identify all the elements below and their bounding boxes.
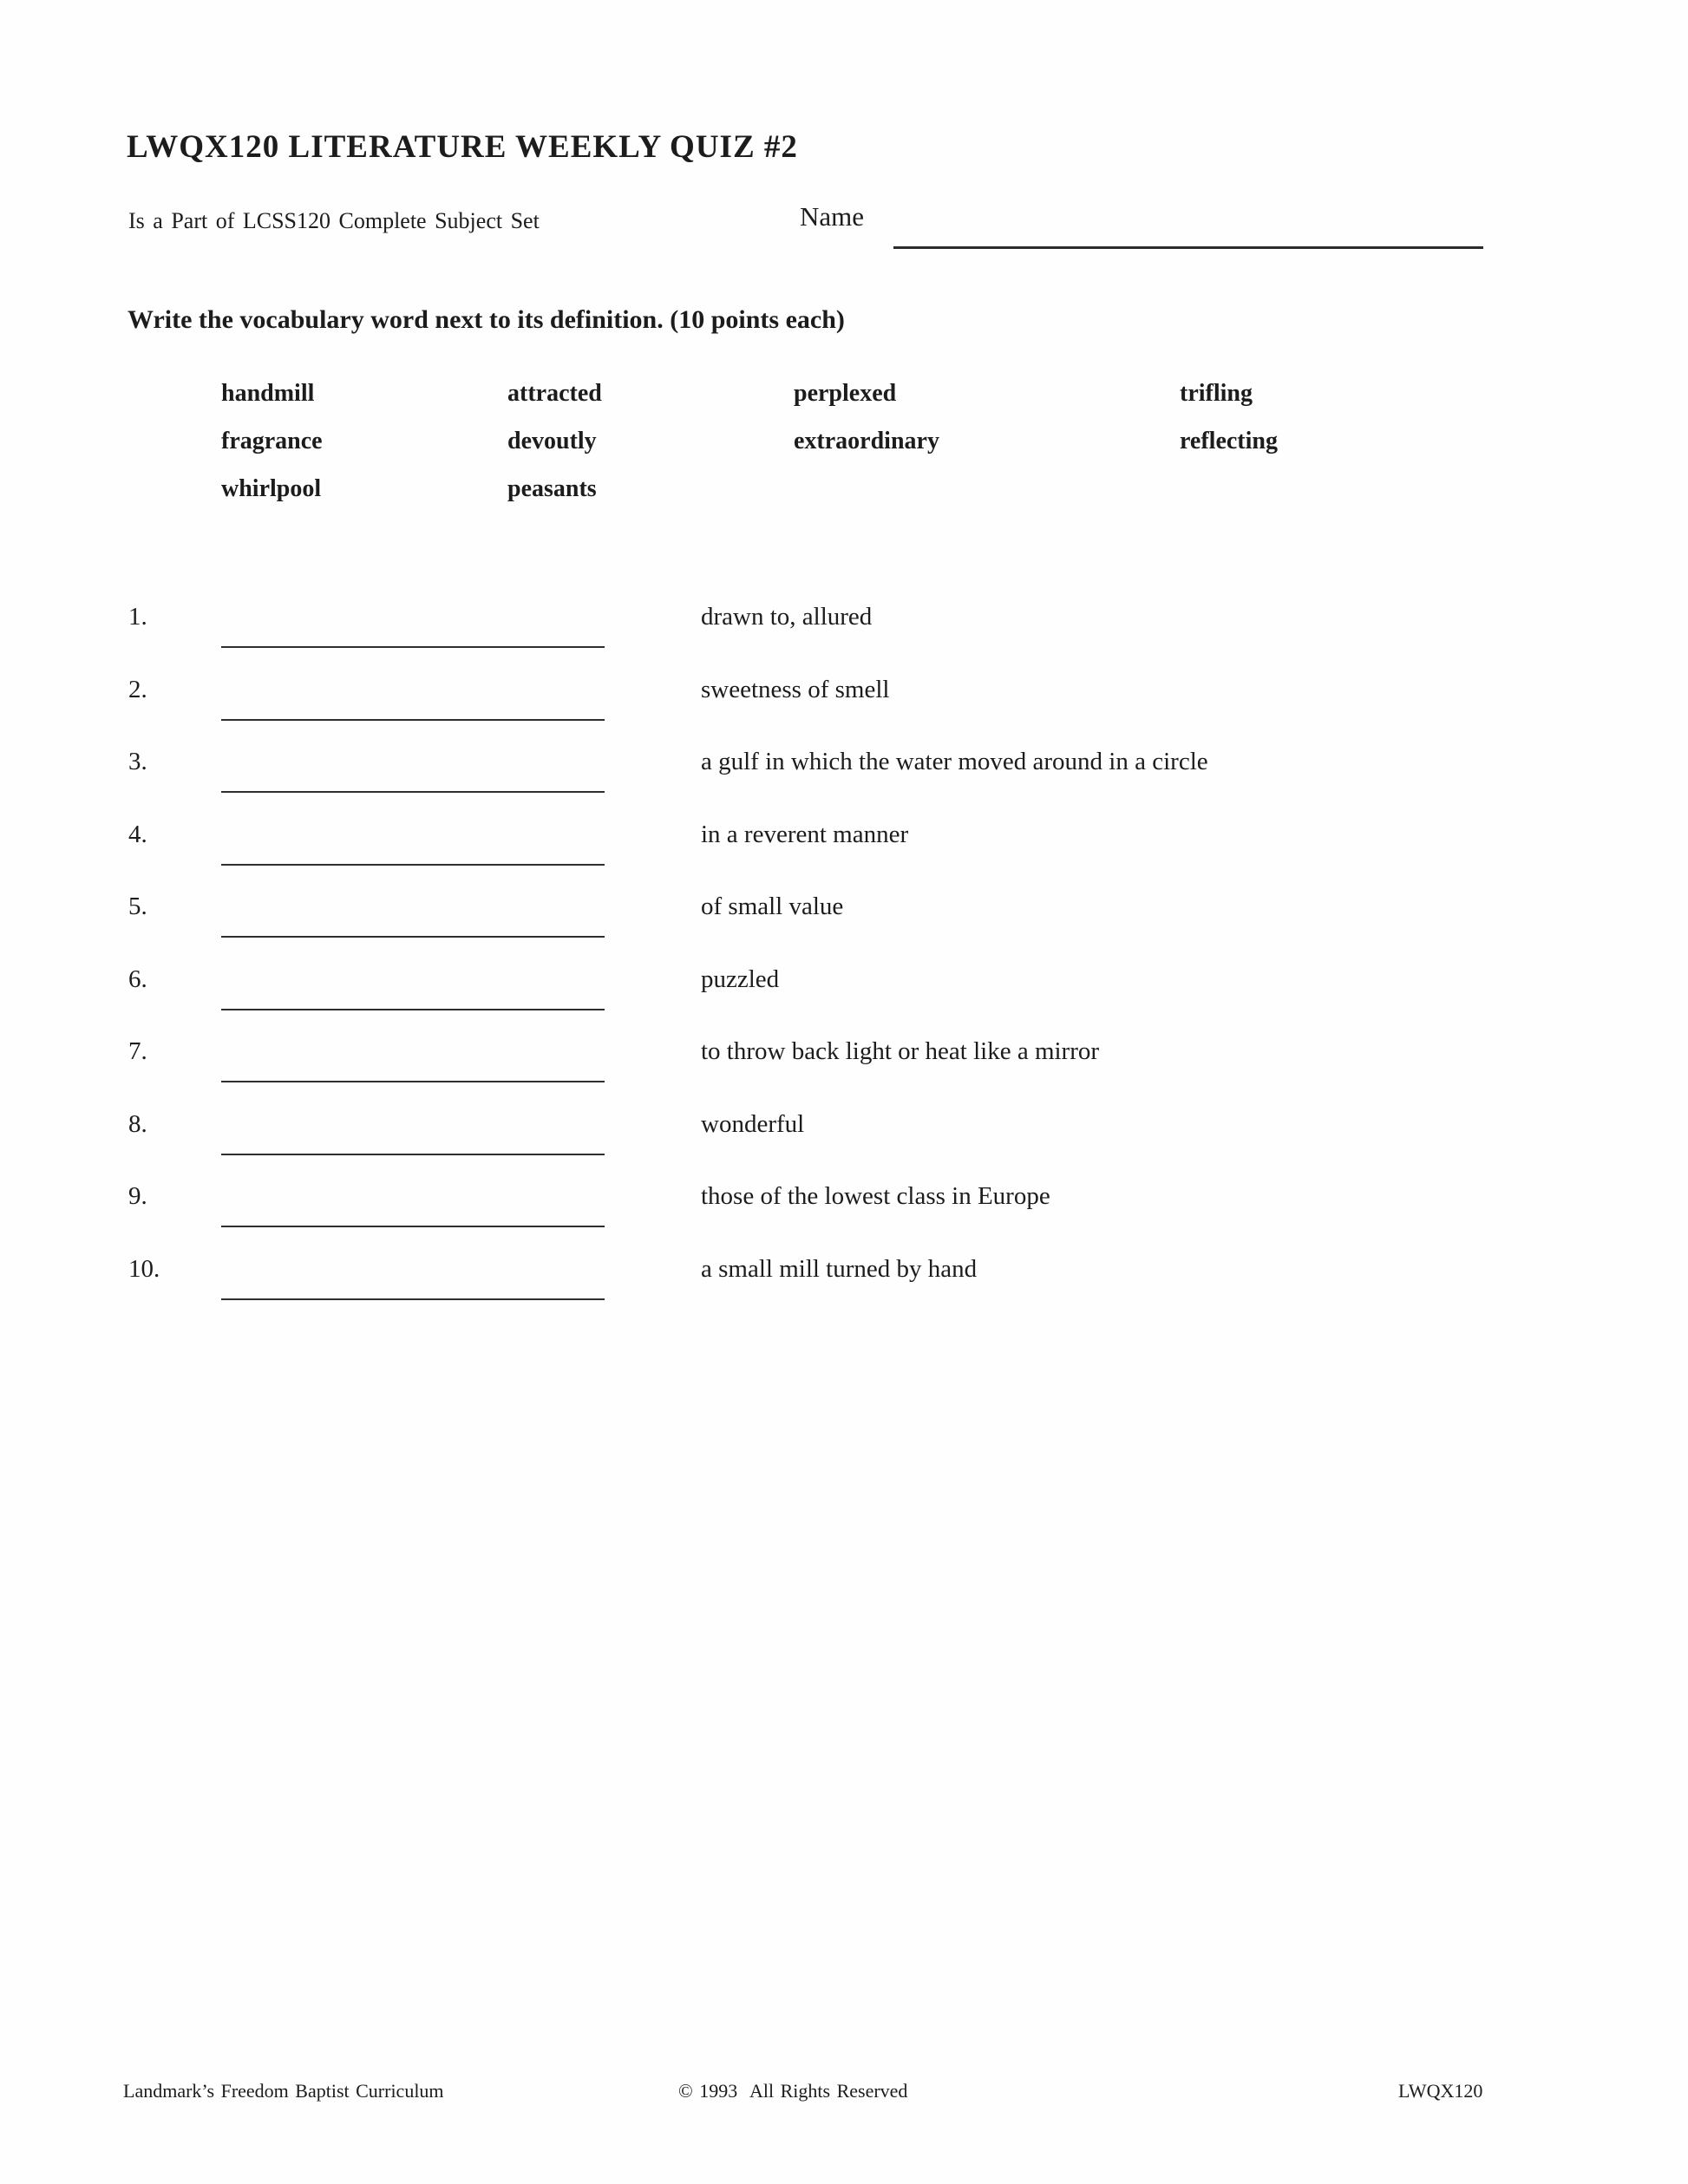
name-label: Name <box>800 201 865 232</box>
question-row <box>128 676 1603 729</box>
answer-blank[interactable] <box>221 719 605 721</box>
question-number: 2. <box>128 676 147 703</box>
answer-blank[interactable] <box>221 1081 605 1082</box>
answer-blank[interactable] <box>221 1226 605 1227</box>
question-number: 7. <box>128 1037 147 1065</box>
word-bank-item: handmill <box>221 380 315 407</box>
question-definition: to throw back light or heat like a mirror <box>701 1037 1100 1065</box>
answer-blank[interactable] <box>221 1154 605 1155</box>
footer-publisher: Landmark’s Freedom Baptist Curriculum <box>123 2080 444 2102</box>
question-row <box>128 1110 1603 1164</box>
word-bank-item: whirlpool <box>221 475 322 502</box>
word-bank-item: devoutly <box>507 428 597 454</box>
question-definition: puzzled <box>701 965 780 993</box>
question-definition: drawn to, allured <box>701 603 873 631</box>
question-number: 6. <box>128 965 147 993</box>
question-row <box>128 1182 1603 1236</box>
answer-blank[interactable] <box>221 791 605 793</box>
question-definition: of small value <box>701 893 844 920</box>
question-definition: those of the lowest class in Europe <box>701 1182 1050 1210</box>
answer-blank[interactable] <box>221 1009 605 1010</box>
footer-copyright: © 1993 All Rights Reserved <box>678 2080 908 2102</box>
question-row <box>128 1255 1603 1309</box>
page-title: LWQX120 LITERATURE WEEKLY QUIZ #2 <box>127 129 798 165</box>
answer-blank[interactable] <box>221 1298 605 1300</box>
instruction: Write the vocabulary word next to its definition. (10 points each) <box>128 305 845 334</box>
word-bank <box>221 379 1574 504</box>
question-number: 8. <box>128 1110 147 1138</box>
question-row <box>128 821 1603 874</box>
question-definition: a small mill turned by hand <box>701 1255 978 1283</box>
word-bank-item: peasants <box>507 475 597 502</box>
question-definition: in a reverent manner <box>701 821 909 848</box>
answer-blank[interactable] <box>221 936 605 938</box>
question-definition: sweetness of smell <box>701 676 890 703</box>
question-definition: a gulf in which the water moved around in a circle <box>701 748 1208 775</box>
word-bank-item: attracted <box>507 380 602 407</box>
word-bank-item: fragrance <box>221 428 323 454</box>
question-number: 5. <box>128 893 147 920</box>
question-row <box>128 965 1603 1019</box>
word-bank-item: perplexed <box>794 380 897 407</box>
question-number: 9. <box>128 1182 147 1210</box>
question-number: 4. <box>128 821 147 848</box>
question-number: 1. <box>128 603 147 631</box>
subtitle: Is a Part of LCSS120 Complete Subject Set <box>128 208 540 233</box>
word-bank-item: trifling <box>1180 380 1253 407</box>
name-input-line[interactable] <box>893 246 1483 249</box>
question-definition: wonderful <box>701 1110 805 1138</box>
word-bank-item: extraordinary <box>794 428 939 454</box>
question-row <box>128 603 1603 657</box>
answer-blank[interactable] <box>221 646 605 648</box>
question-number: 3. <box>128 748 147 775</box>
question-row <box>128 748 1603 801</box>
word-bank-item: reflecting <box>1180 428 1278 454</box>
footer-doc-code: LWQX120 <box>1398 2080 1483 2102</box>
question-row <box>128 893 1603 946</box>
answer-blank[interactable] <box>221 864 605 866</box>
question-number: 10. <box>128 1255 160 1283</box>
question-row <box>128 1037 1603 1091</box>
